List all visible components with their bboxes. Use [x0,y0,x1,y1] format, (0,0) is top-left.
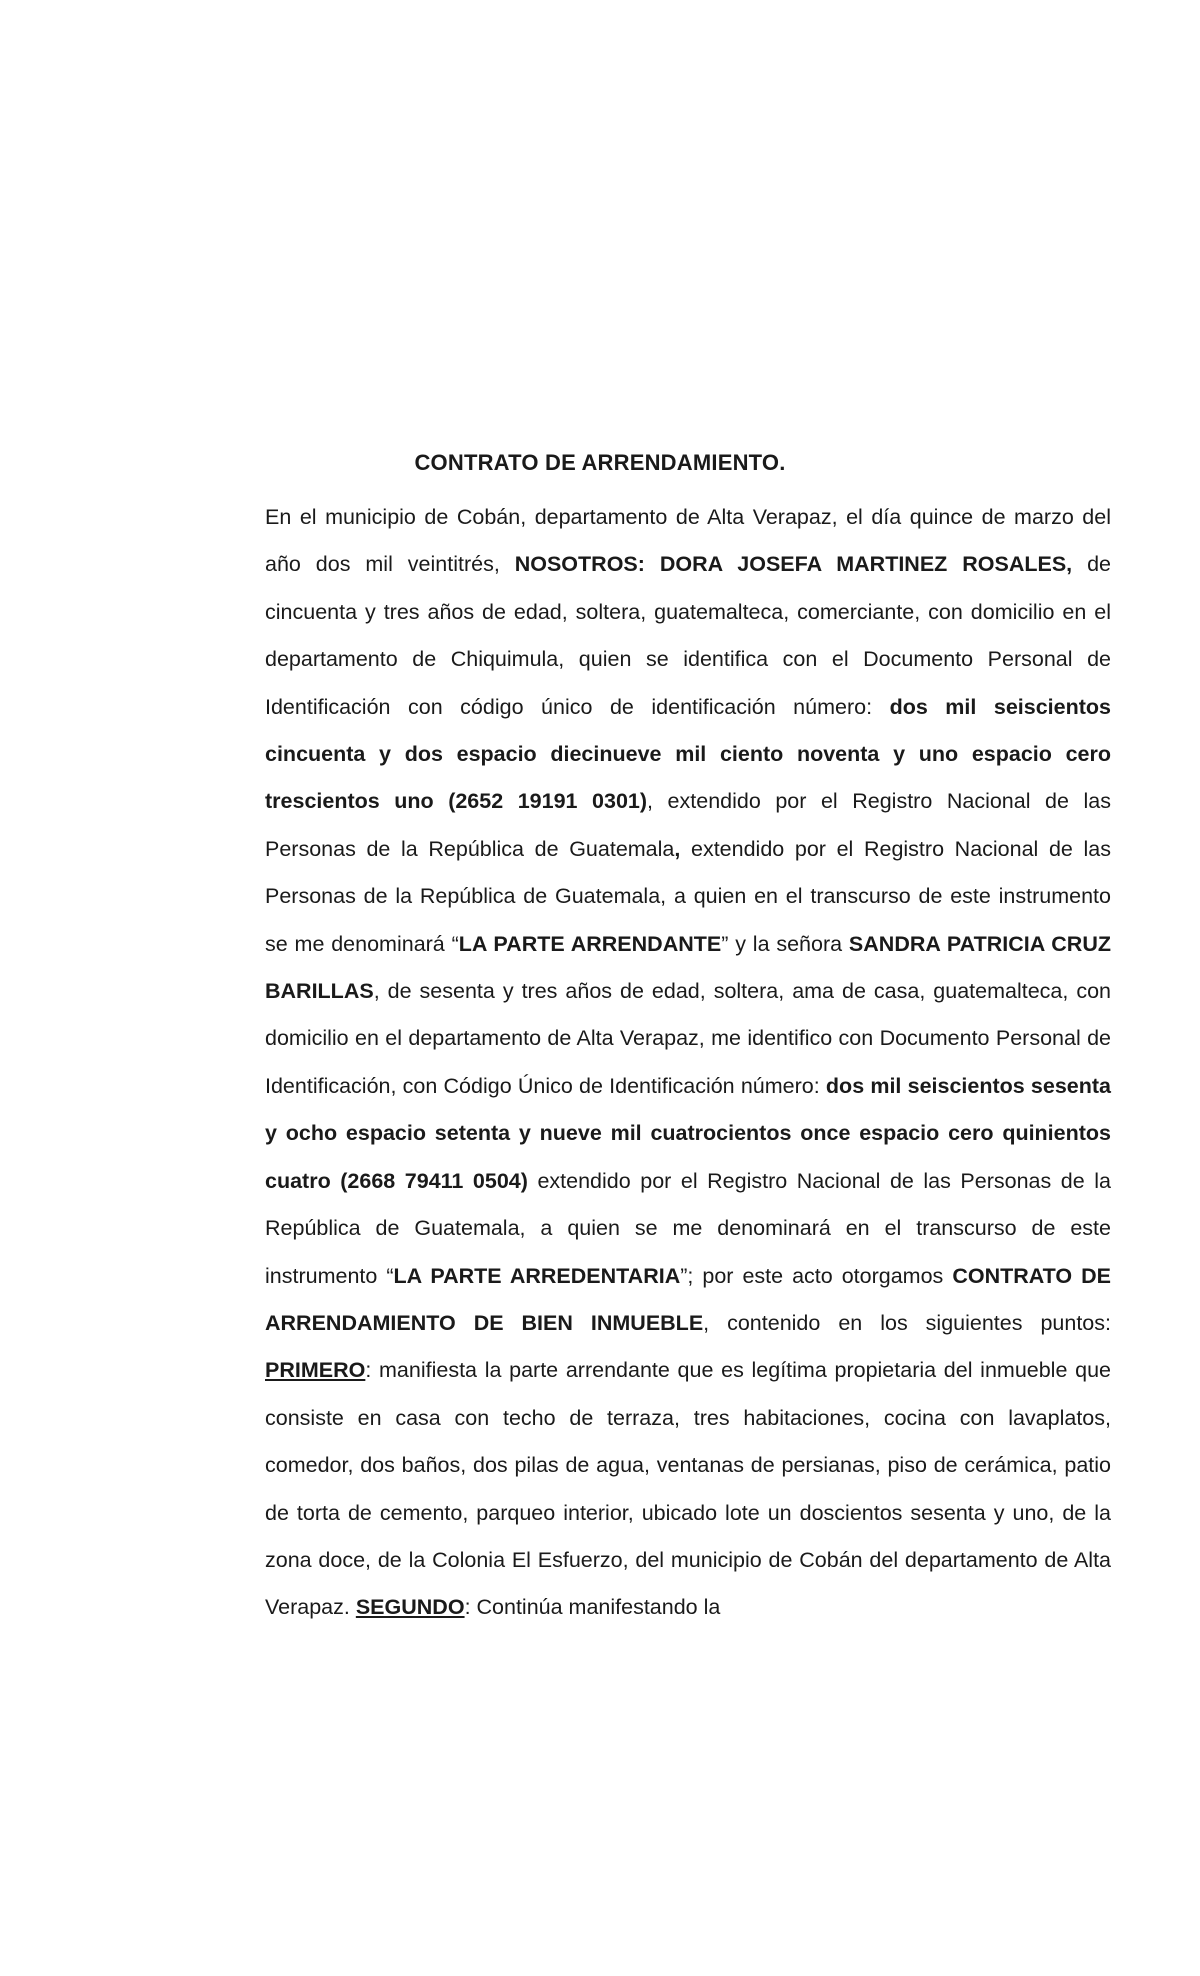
party-one-name: NOSOTROS: DORA JOSEFA MARTINEZ ROSALES, [514,552,1073,577]
party-two-role: LA PARTE ARREDENTARIA [393,1263,681,1288]
contract-body-paragraph [265,494,1111,1632]
clause-primero-heading: PRIMERO [265,1358,366,1383]
text-party-two-details: , de sesenta y tres años de edad, soltera, ama de casa, guatemalteca, con domicilio en el departamento de Alta Verapaz, me identifico con Documento Personal de Identificación, con Código Único de Identificación número: [265,979,1111,1098]
clause-primero-text: : manifiesta la parte arrendante que es legítima propietaria del inmueble que consiste en casa con techo de terraza, tres habitaciones, cocina con lavaplatos, comedor, dos baños, dos pilas de agua, ventanas de persianas, piso de cerámica, patio de torta de cemento, parqueo interior, ubicado lote un doscientos sesenta y uno, de la zona doce, de la Colonia El Esfuerzo, del municipio de Cobán del departamento de Alta Verapaz. [265,1358,1111,1620]
bold-comma: , [674,836,681,861]
clause-segundo-heading: SEGUNDO [355,1595,465,1620]
document-title: CONTRATO DE ARRENDAMIENTO. [414,450,786,475]
text-grant: ”; por este acto otorgamos [680,1263,953,1288]
text-points-intro: , contenido en los siguientes puntos: [703,1310,1111,1335]
party-two-id-number: dos mil seiscientos sesenta y ocho espacio setenta y nueve mil cuatrocientos once espacio cero quinientos cuatro (2668 79411 0504) [265,1073,1112,1193]
party-one-id-number: dos mil seiscientos cincuenta y dos espacio diecinueve mil ciento noventa y uno espacio cero trescientos uno (2652 19191 0301) [265,694,1112,814]
text-connector: ” y la señora [721,931,849,956]
text-party-one-details: de cincuenta y tres años de edad, soltera, guatemalteca, comerciante, con domicilio en el departamento de Chiquimula, quien se identifica con el Documento Personal de Identificación con código único de identificación número: [265,552,1111,719]
text-intro: En el municipio de Cobán, departamento de Alta Verapaz, el día quince de marzo del año dos mil veintitrés, [265,505,1111,577]
text-registry-1: , extendido por el Registro Nacional de las Personas de la República de Guatemala [265,789,1111,861]
party-two-name: SANDRA PATRICIA CRUZ BARILLAS [265,931,1111,1004]
contract-type: CONTRATO DE ARRENDAMIENTO DE BIEN INMUEBLE [265,1263,1112,1335]
party-one-role: LA PARTE ARRENDANTE [458,931,722,956]
clause-segundo-text: : Continúa manifestando la [464,1595,721,1620]
text-registry-3: extendido por el Registro Nacional de las Personas de la República de Guatemala, a quien se me denominará en el transcurso de este instrumento “ [265,1168,1111,1288]
text-registry-2: extendido por el Registro Nacional de las Personas de la República de Guatemala, a quien en el transcurso de este instrumento se me denominará “ [265,836,1111,956]
